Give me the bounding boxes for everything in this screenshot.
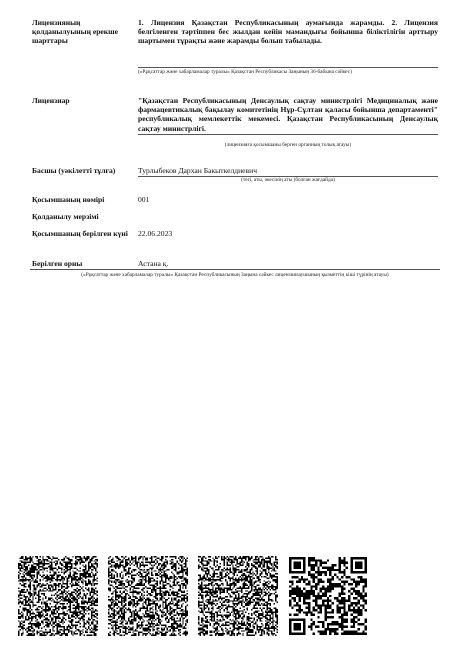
- licensor-underline: [138, 134, 438, 135]
- barcode-1: [18, 556, 98, 636]
- appendix-issue-date-value: 22.06.2023: [138, 229, 173, 238]
- special-conditions-underline: [138, 67, 438, 68]
- barcode-3: [198, 556, 278, 636]
- validity-period-label: Қолданылу мерзімі: [32, 212, 99, 221]
- head-value: Турлыбеков Дархан Бакыткелдиевич: [138, 166, 258, 175]
- place-of-issue-value: Астана қ.: [138, 259, 169, 268]
- licensor-label: Лицензиар: [32, 96, 70, 105]
- appendix-issue-date-label: Қосымшаның берілген күні: [32, 229, 128, 238]
- qr-code: [289, 557, 367, 635]
- appendix-number-value: 001: [138, 195, 150, 204]
- special-conditions-value: 1. Лицензия Қазақстан Республикасының аумағында жарамды. 2. Лицензия белгіленген тәртіппен бес жылдан кейін мамандығы бойынша біліктілігін арттыру шартымен тұрақты және жарамды болып табылады.: [138, 18, 438, 46]
- special-conditions-label: Лицензияның қолданылуының ерекше шарттары: [32, 18, 118, 46]
- place-of-issue-label: Берілген орны: [32, 259, 83, 268]
- place-of-issue-note: («Рұқсаттар және хабарламалар туралы» Қазақстан Республикасының Заңына сәйкес лицензиялаушының қызметтің кіші түрінің атауы): [81, 272, 389, 278]
- place-of-issue-underline: [30, 269, 440, 270]
- head-note: (тегі, аты, әкесінің аты (болған жағдайда): [241, 177, 335, 183]
- licensor-note: (лицензияға қосымшаны берген органның толық атауы): [224, 142, 352, 148]
- licensor-value: "Қазақстан Республикасының Денсаулық сақтау министрлігі Медициналық және фармацевтикалық бақылау комитетінің Нұр-Сұлтан қаласы бойынша департаменті" республикалық мемлекеттік мекемесі. Қазақстан Республикасының Денсаулық сақтау министрлігі.: [138, 96, 438, 133]
- barcode-2: [108, 556, 188, 636]
- head-label: Басшы (уәкілетті тұлға): [32, 166, 116, 175]
- appendix-number-label: Қосымшаның нөмірі: [32, 195, 105, 204]
- special-conditions-note: («Рұқсаттар және хабарламалар туралы» Қазақстан Республикасы Заңының 36-бабына сәйкес): [138, 69, 352, 75]
